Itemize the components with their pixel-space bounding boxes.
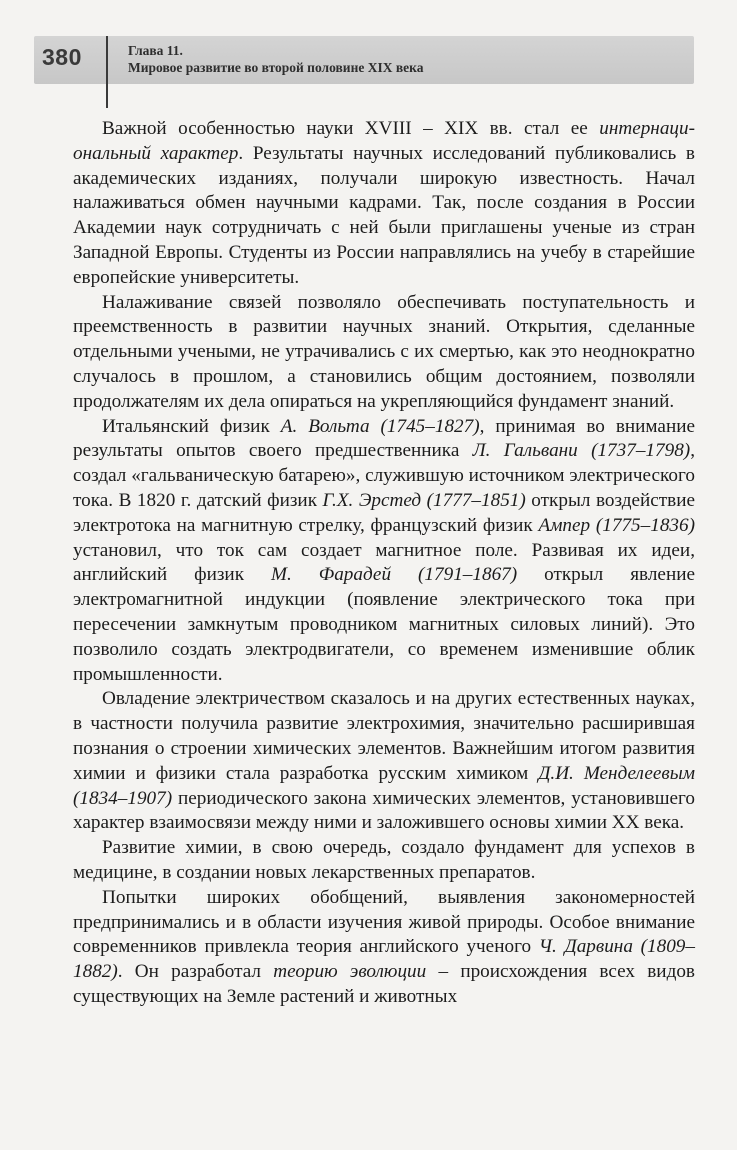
italic-run: Ампер (1775–1836) bbox=[538, 514, 696, 536]
text-run: открыл воздействие электротока на магнитную стрелку, французский физик bbox=[73, 489, 695, 536]
chapter-name: Мировое развитие во второй половине XIX века bbox=[128, 60, 424, 75]
text-run: Итальянский физик bbox=[102, 415, 281, 437]
paragraph bbox=[73, 836, 695, 886]
paragraph bbox=[73, 415, 695, 688]
chapter-number: Глава 11. bbox=[128, 43, 183, 58]
text-run: периодического закона химических элементов, установившего характер взаимосвязи между ними и заложившего основы химии XX века. bbox=[73, 787, 695, 834]
italic-run: Ч. Дарвина (1809–1882) bbox=[73, 936, 695, 983]
text-run: Развитие химии, в свою очередь, создало фундамент для успехов в медицине, в создании новых лекарственных препаратов. bbox=[73, 837, 695, 883]
italic-run: М. Фарадей (1791–1867) bbox=[271, 564, 518, 586]
header-divider bbox=[106, 36, 108, 108]
text-run: установил, что ток сам создает магнитное поле. Развивая их идеи, английский физик bbox=[73, 539, 695, 586]
italic-run: интернациональный характер bbox=[73, 118, 695, 164]
text-run: Налаживание связей позволяло обеспечивать поступательность и преемственность в развитии научных знаний. Открытия, сделанные отдельными учеными, не утрачивались с их смертью, как это неоднократно случалось в прошлом, а становились общим достоянием, позволяли продолжателям их дела опираться на укрепляющийся фундамент знаний. bbox=[73, 291, 695, 412]
italic-run: Л. Гальвани (1737–1798) bbox=[472, 440, 691, 462]
text-run: . Он разработал bbox=[117, 961, 274, 983]
paragraph bbox=[73, 687, 695, 836]
text-run: , создал «гальваническую батарею», служившую источником электрического тока. В 1820 г. датский физик bbox=[73, 440, 695, 511]
text-run: открыл явление электромагнитной индукции (появление электрического тока при пересечении замкнутым проводником магнитных силовых линий). Это позволило создать электродвигатели, со временем изменившие облик промышленности. bbox=[73, 564, 696, 685]
paragraph bbox=[73, 886, 695, 1010]
italic-run: Д.И. Менделеевым (1834–1907) bbox=[73, 762, 695, 809]
page-number: 380 bbox=[42, 44, 82, 70]
italic-run: теорию эволюции bbox=[273, 961, 427, 983]
text-run: , принимая во внимание результаты опытов своего предшественника bbox=[73, 415, 696, 462]
text-run: Попытки широких обобщений, выявления закономерностей предпринимались и в области изучения живой природы. Особое внимание современников привлекла теория английского ученого bbox=[73, 886, 695, 958]
chapter-title bbox=[128, 42, 423, 76]
text-run: Овладение электричеством сказалось и на других естественных науках, в частности получила развитие электрохимия, значительно расширившая познания о строении химических элементов. Важнейшим итогом развития химии и физики стала разработка русским химиком bbox=[73, 688, 695, 784]
text-run: – происхождения всех видов существующих на Земле растений и животных bbox=[73, 961, 695, 1007]
text-run: Важной особенностью науки XVIII – XIX вв. стал ее bbox=[102, 118, 600, 139]
paragraph bbox=[73, 291, 695, 415]
italic-run: А. Вольта (1745–1827) bbox=[280, 415, 480, 437]
body-text bbox=[73, 117, 695, 1010]
italic-run: Г.Х. Эрстед (1777–1851) bbox=[322, 489, 526, 511]
paragraph bbox=[73, 117, 695, 291]
text-run: . Результаты научных исследований публиковались в академических изданиях, получали широкую известность. Начал налаживаться обмен научными кадрами. Так, после создания в России Академии наук сотрудничать с ней были приглашены ученые из стран Западной Европы. Студенты из России направлялись на учебу в старейшие европейские университеты. bbox=[73, 142, 695, 288]
